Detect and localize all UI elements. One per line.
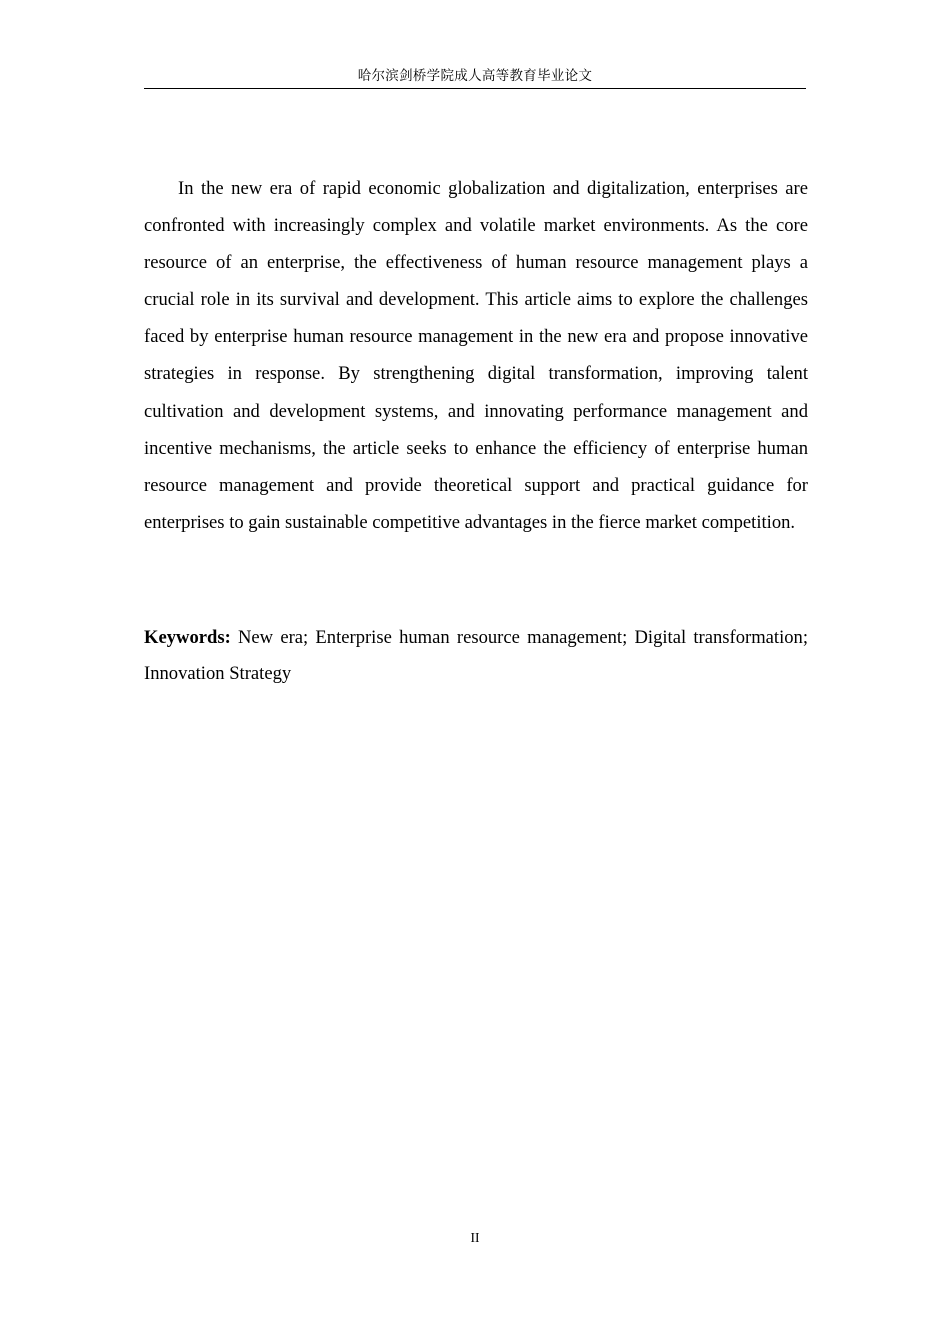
running-header-title: 哈尔滨剑桥学院成人高等教育毕业论文 — [357, 68, 593, 84]
keywords-text: New era; Enterprise human resource management; Digital transformation; Innovation Strategy — [144, 627, 808, 684]
abstract-paragraph: In the new era of rapid economic globalization and digitalization, enterprises are confronted with increasingly complex and volatile market environments. As the core resource of an enterprise, the effectiveness of human resource management plays a crucial role in its survival and development. This article aims to explore the challenges faced by enterprise human resource management in the new era and propose innovative strategies in response. By strengthening digital transformation, improving talent cultivation and development systems, and innovating performance management and incentive mechanisms, the article seeks to enhance the efficiency of enterprise human resource management and provide theoretical support and practical guidance for enterprises to gain sustainable competitive advantages in the fierce market competition. — [144, 178, 808, 533]
keywords-label: Keywords: — [144, 627, 231, 648]
header-divider — [144, 88, 806, 89]
page-number: II — [470, 1230, 480, 1245]
keywords-line — [144, 620, 808, 692]
